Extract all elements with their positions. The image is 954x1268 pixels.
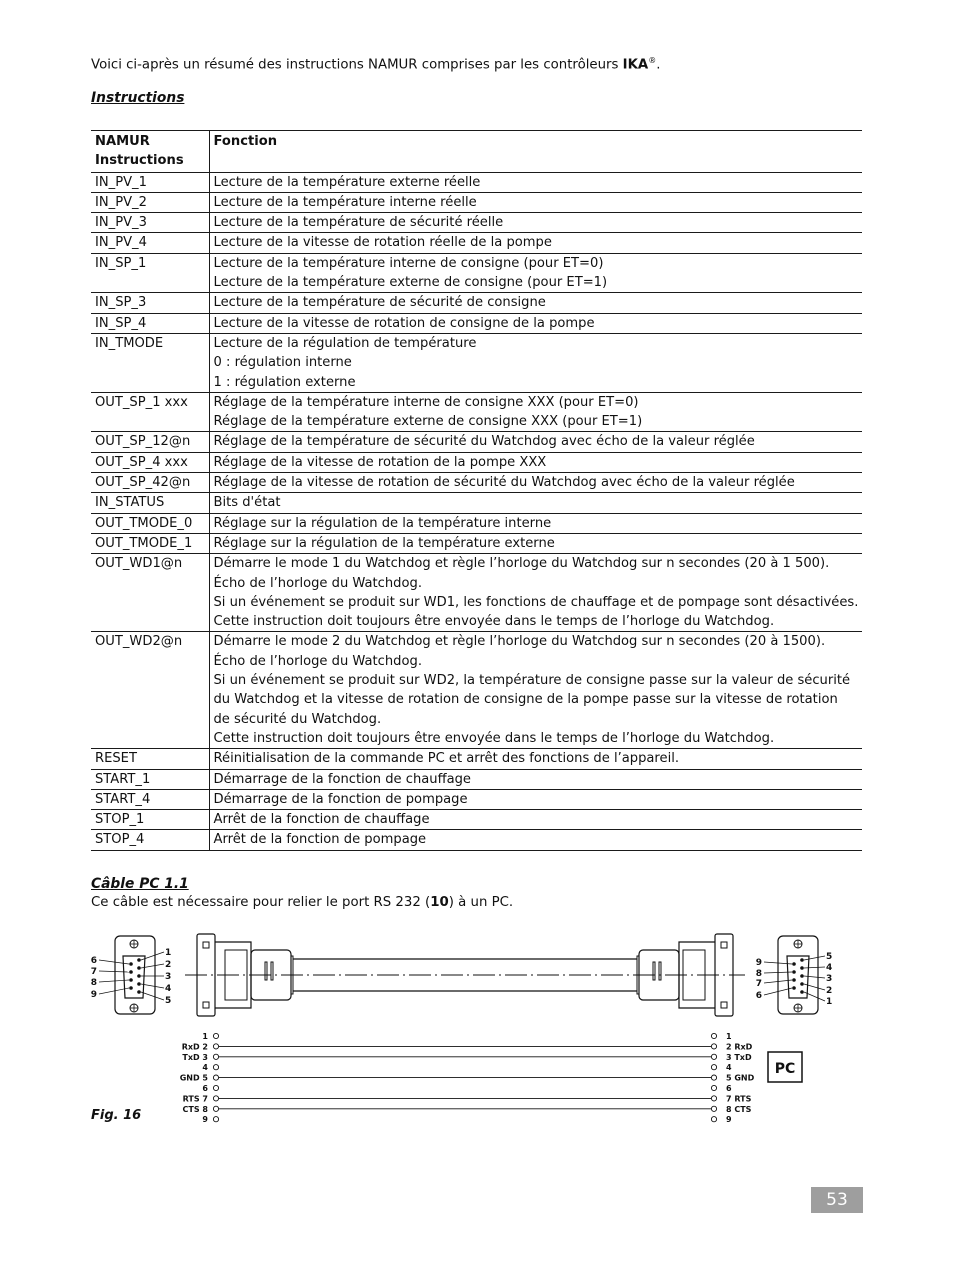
right-terminal: [711, 1044, 716, 1049]
pin-number-label: 6: [755, 991, 762, 1001]
instruction-cell: OUT_SP_4 xxx: [91, 452, 209, 472]
pin-dot: [129, 970, 133, 974]
table-row: [91, 554, 862, 632]
right-terminal: [711, 1117, 716, 1122]
pin-dot: [792, 978, 796, 982]
function-cell: [209, 533, 862, 553]
function-cell: [209, 172, 862, 192]
function-line: Arrêt de la fonction de pompage: [213, 832, 427, 848]
instruction-cell: IN_TMODE: [91, 333, 209, 392]
table-row: [91, 192, 862, 212]
right-terminal: [711, 1054, 716, 1059]
right-wire-label: 1: [726, 1032, 732, 1041]
table-row: [91, 810, 862, 830]
instruction-cell: RESET: [91, 749, 209, 769]
pin-number-label: 2: [165, 960, 172, 970]
function-line: Lecture de la température de sécurité réelle: [213, 215, 504, 231]
function-line: 1 : régulation externe: [213, 374, 356, 390]
function-line: Si un événement se produit sur WD2, la température de consigne passe sur la valeur de sécurité du Watchdog et la vitesse de rotation de consigne de la pompe passe sur la vitesse de rotation de sécurité du Watchdog.: [213, 673, 851, 727]
brand-name: IKA: [622, 57, 649, 73]
page-number: 53: [811, 1187, 863, 1213]
function-line: Bits d'état: [213, 495, 281, 511]
right-wire-label: 3 TxD: [726, 1052, 752, 1062]
instruction-cell: OUT_SP_42@n: [91, 473, 209, 493]
function-line: Réglage de la température externe de consigne XXX (pour ET=1): [213, 414, 643, 430]
function-cell: [209, 333, 862, 392]
function-line: Cette instruction doit toujours être envoyée dans le temps de l’horloge du Watchdog.: [213, 730, 775, 746]
table-row: [91, 172, 862, 192]
function-line: Réinitialisation de la commande PC et arrêt des fonctions de l’appareil.: [213, 751, 680, 767]
pin-dot: [792, 986, 796, 990]
function-line: Lecture de la vitesse de rotation de consigne de la pompe: [213, 315, 595, 331]
pin-dot: [800, 974, 804, 978]
function-cell: [209, 253, 862, 293]
table-row: [91, 632, 862, 749]
pin-dot: [137, 990, 141, 994]
function-line: Lecture de la vitesse de rotation réelle de la pompe: [213, 235, 552, 251]
function-cell: [209, 493, 862, 513]
registered-mark: ®: [648, 56, 657, 65]
header-fonction: Fonction: [209, 131, 862, 173]
pin-dot: [137, 974, 141, 978]
instruction-cell: IN_PV_1: [91, 172, 209, 192]
port-number: 10: [430, 895, 449, 910]
instruction-cell: IN_SP_4: [91, 313, 209, 333]
pin-dot: [800, 966, 804, 970]
left-terminal: [213, 1085, 218, 1090]
function-cell: [209, 749, 862, 769]
pin-dot: [137, 966, 141, 970]
table-row: [91, 533, 862, 553]
right-wire-label: 6: [726, 1084, 732, 1093]
function-line: Lecture de la température interne de consigne (pour ET=0): [213, 255, 604, 271]
pin-number-label: 3: [165, 972, 172, 982]
function-line: Écho de l’horloge du Watchdog.: [213, 653, 422, 669]
function-line: Réglage de la température interne de consigne XXX (pour ET=0): [213, 394, 639, 410]
instructions-title: Instructions: [91, 90, 185, 106]
table-row: [91, 213, 862, 233]
left-wire-label: RxD 2: [181, 1042, 208, 1052]
function-cell: [209, 554, 862, 632]
table-row: [91, 830, 862, 850]
pin-dot: [792, 970, 796, 974]
function-line: Lecture de la régulation de température: [213, 335, 477, 351]
right-terminal: [711, 1033, 716, 1038]
pin-dot: [137, 982, 141, 986]
function-line: 0 : régulation interne: [213, 355, 352, 371]
pin-number-label: 2: [826, 986, 833, 996]
left-terminal: [213, 1117, 218, 1122]
instruction-cell: START_4: [91, 789, 209, 809]
right-terminal: [711, 1065, 716, 1070]
wiring-diagram: [180, 1032, 755, 1124]
function-line: Écho de l’horloge du Watchdog.: [213, 575, 422, 591]
pin-dot: [129, 962, 133, 966]
right-terminal: [711, 1096, 716, 1101]
intro-end: .: [656, 57, 661, 73]
right-terminal: [711, 1085, 716, 1090]
table-header-row: [91, 131, 862, 173]
table-row: [91, 452, 862, 472]
pin-number-label: 8: [755, 969, 762, 979]
table-row: [91, 749, 862, 769]
instruction-cell: IN_PV_3: [91, 213, 209, 233]
function-line: Réglage de la vitesse de rotation de la pompe XXX: [213, 454, 547, 470]
table-row: [91, 473, 862, 493]
function-line: Réglage sur la régulation de la température interne: [213, 515, 552, 531]
right-wire-label: 2 RxD: [726, 1042, 753, 1052]
pin-dot: [129, 986, 133, 990]
table-body: [91, 172, 862, 850]
left-wire-label: RTS 7: [182, 1094, 208, 1104]
instruction-cell: IN_SP_1: [91, 253, 209, 293]
left-terminal: [213, 1054, 218, 1059]
left-terminal: [213, 1106, 218, 1111]
pc-label: PC: [774, 1061, 796, 1077]
function-cell: [209, 810, 862, 830]
pin-number-label: 9: [90, 990, 97, 1000]
pin-dot: [129, 978, 133, 982]
function-cell: [209, 473, 862, 493]
function-cell: [209, 830, 862, 850]
left-wire-label: 4: [202, 1063, 208, 1073]
pin-number-label: 3: [826, 974, 833, 984]
table-row: [91, 789, 862, 809]
right-wire-label: 5 GND: [726, 1073, 755, 1083]
function-line: Lecture de la température externe réelle: [213, 174, 481, 190]
left-terminal: [213, 1096, 218, 1101]
instruction-cell: OUT_WD2@n: [91, 632, 209, 749]
right-terminal: [711, 1075, 716, 1080]
instruction-cell: OUT_TMODE_0: [91, 513, 209, 533]
table-row: [91, 769, 862, 789]
instruction-cell: OUT_SP_12@n: [91, 432, 209, 452]
table-row: [91, 493, 862, 513]
instruction-cell: IN_STATUS: [91, 493, 209, 513]
right-wire-label: 7 RTS: [726, 1094, 752, 1104]
pin-dot: [137, 958, 141, 962]
table-row: [91, 513, 862, 533]
pin-number-label: 8: [90, 978, 97, 988]
function-cell: [209, 769, 862, 789]
pin-number-label: 4: [826, 963, 833, 973]
function-line: Lecture de la température externe de consigne (pour ET=1): [213, 275, 608, 291]
instruction-cell: STOP_4: [91, 830, 209, 850]
function-cell: [209, 392, 862, 432]
function-line: Démarre le mode 2 du Watchdog et règle l’horloge du Watchdog sur n secondes (20 à 1500).: [213, 634, 826, 650]
table-row: [91, 392, 862, 432]
function-line: Si un événement se produit sur WD1, les fonctions de chauffage et de pompage sont désactivées.: [213, 594, 859, 610]
function-cell: [209, 513, 862, 533]
cable-description: Ce câble est nécessaire pour relier le port RS 232 (10) à un PC.: [91, 895, 514, 910]
instruction-cell: OUT_TMODE_1: [91, 533, 209, 553]
left-terminal: [213, 1033, 218, 1038]
table-row: [91, 432, 862, 452]
pin-number-label: 1: [826, 997, 833, 1007]
function-line: Réglage de la température de sécurité du Watchdog avec écho de la valeur réglée: [213, 434, 755, 450]
function-line: Réglage de la vitesse de rotation de sécurité du Watchdog avec écho de la valeur réglée: [213, 475, 795, 491]
function-cell: [209, 313, 862, 333]
left-wire-label: TxD 3: [182, 1052, 208, 1062]
function-cell: [209, 192, 862, 212]
pin-dot: [800, 958, 804, 962]
pin-number-label: 5: [826, 952, 833, 962]
function-line: Lecture de la température interne réelle: [213, 194, 477, 210]
intro-text: Voici ci-après un résumé des instructions NAMUR comprises par les contrôleurs: [91, 57, 623, 73]
right-connector-face: [756, 936, 833, 1014]
left-wire-label: 1: [202, 1032, 208, 1041]
function-cell: [209, 632, 862, 749]
right-wire-label: 4: [726, 1063, 732, 1073]
left-wire-label: CTS 8: [182, 1104, 208, 1114]
header-namur-instructions: NAMUR Instructions: [91, 131, 209, 173]
table-row: [91, 233, 862, 253]
right-wire-label: 8 CTS: [726, 1104, 752, 1114]
left-terminal: [213, 1065, 218, 1070]
function-cell: [209, 213, 862, 233]
right-wire-label: 9: [726, 1115, 732, 1125]
pin-number-label: 4: [165, 984, 172, 994]
right-terminal: [711, 1106, 716, 1111]
table-row: [91, 253, 862, 293]
namur-instructions-table: [91, 130, 862, 851]
pin-dot: [800, 982, 804, 986]
table-row: [91, 313, 862, 333]
function-line: Démarre le mode 1 du Watchdog et règle l’horloge du Watchdog sur n secondes (20 à 1 500).: [213, 556, 830, 572]
function-cell: [209, 233, 862, 253]
function-cell: [209, 432, 862, 452]
pin-dot: [800, 990, 804, 994]
rs232-cable-diagram: [85, 928, 835, 1128]
left-wire-label: 6: [202, 1084, 208, 1093]
instruction-cell: START_1: [91, 769, 209, 789]
function-cell: [209, 789, 862, 809]
function-line: Démarrage de la fonction de chauffage: [213, 771, 471, 787]
figure-label: Fig. 16: [91, 1108, 142, 1123]
left-terminal: [213, 1075, 218, 1080]
left-wire-label: 9: [202, 1115, 208, 1125]
function-line: Cette instruction doit toujours être envoyée dans le temps de l’horloge du Watchdog.: [213, 614, 775, 630]
pin-number-label: 7: [90, 967, 97, 977]
function-cell: [209, 293, 862, 313]
pin-number-label: 9: [755, 958, 762, 968]
left-connector-face: [91, 936, 172, 1014]
right-pin-labels-a: [756, 958, 792, 1001]
left-terminal: [213, 1044, 218, 1049]
instruction-cell: IN_PV_4: [91, 233, 209, 253]
table-row: [91, 333, 862, 392]
function-cell: [209, 452, 862, 472]
function-line: Réglage sur la régulation de la température externe: [213, 535, 555, 551]
intro-paragraph: [91, 52, 871, 74]
pin-number-label: 6: [90, 956, 97, 966]
pin-number-label: 7: [755, 979, 762, 989]
function-line: Démarrage de la fonction de pompage: [213, 791, 468, 807]
function-line: Arrêt de la fonction de chauffage: [213, 812, 430, 828]
instruction-cell: OUT_SP_1 xxx: [91, 392, 209, 432]
pin-number-label: 5: [165, 996, 172, 1006]
instruction-cell: IN_SP_3: [91, 293, 209, 313]
table-row: [91, 293, 862, 313]
pc-box: [768, 1052, 802, 1082]
cable-title: Câble PC 1.1: [91, 876, 189, 892]
instruction-cell: OUT_WD1@n: [91, 554, 209, 632]
left-wire-label: GND 5: [179, 1073, 208, 1083]
function-line: Lecture de la température de sécurité de consigne: [213, 295, 546, 311]
pin-dot: [792, 962, 796, 966]
instruction-cell: IN_PV_2: [91, 192, 209, 212]
instruction-cell: STOP_1: [91, 810, 209, 830]
pin-number-label: 1: [165, 948, 172, 958]
